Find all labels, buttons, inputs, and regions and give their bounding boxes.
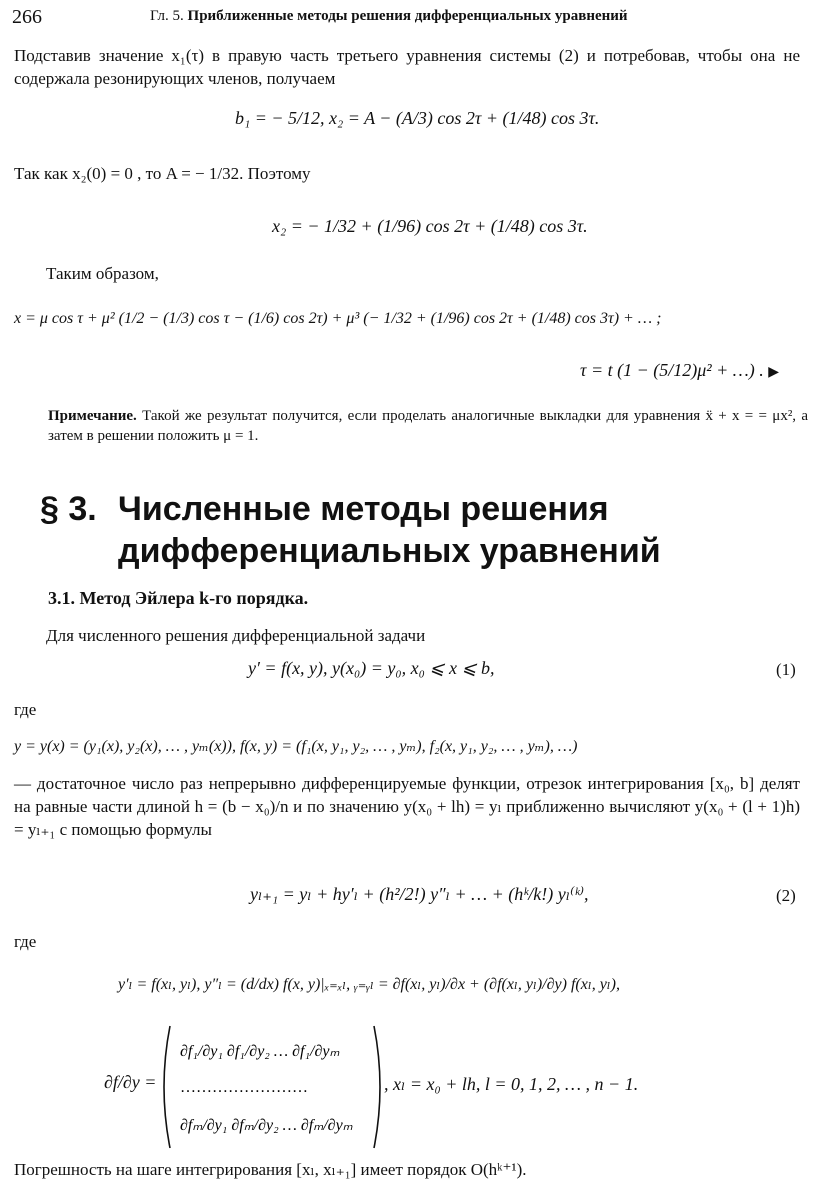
word-where-2: где — [14, 932, 37, 951]
formula-grid-nodes: , xₗ = x₀ + lh, l = 0, 1, 2, … , n − 1. — [384, 1074, 639, 1094]
formula-x2: x₂ = − 1/32 + (1/96) cos 2τ + (1/48) cos 3τ. — [272, 216, 588, 236]
jacobian-dots: …………………… — [180, 1079, 308, 1096]
equation-number-1: (1) — [776, 660, 796, 679]
jacobian-matrix — [156, 1022, 388, 1152]
jacobian-row-1: ∂f₁/∂y₁ ∂f₁/∂y₂ … ∂f₁/∂yₘ — [180, 1043, 340, 1060]
paragraph-error-order: Погрешность на шаге интегрирования [xₗ, xₗ₊₁] имеет порядок O(hᵏ⁺¹). — [14, 1160, 527, 1179]
formula-derivatives: y′ₗ = f(xₗ, yₗ), y″ₗ = (d/dx) f(x, y)|ₓ₌ₓₗ, ᵧ₌ᵧₗ = ∂f(xₗ, yₗ)/∂x + (∂f(xₗ, yₗ)/∂y) f(xₗ, yₗ), — [118, 976, 621, 993]
formula-tau-text: τ = t (1 − (5/12)μ² + …) . — [580, 360, 764, 380]
page-number: 266 — [12, 6, 42, 28]
left-paren-icon — [164, 1026, 170, 1148]
word-where-1: где — [14, 700, 37, 719]
chapter-prefix: Гл. 5. — [150, 8, 184, 24]
section-heading — [40, 488, 661, 572]
right-paren-icon — [374, 1026, 380, 1148]
note — [48, 406, 808, 446]
jacobian-row-m: ∂fₘ/∂y₁ ∂fₘ/∂y₂ … ∂fₘ/∂yₘ — [180, 1117, 353, 1134]
section-title-line2: дифференциальных уравнений — [118, 532, 661, 570]
chapter-title: Приближенные методы решения дифференциальных уравнений — [187, 8, 628, 24]
section-title-line1: Численные методы решения — [118, 490, 609, 528]
paragraph-since: Так как x₂(0) = 0 , то A = − 1/32. Поэтому — [14, 164, 311, 183]
subsection-heading: 3.1. Метод Эйлера k-го порядка. — [48, 588, 309, 608]
formula-x-series: x = μ cos τ + μ² (1/2 − (1/3) cos τ − (1/6) cos 2τ) + μ³ (− 1/32 + (1/96) cos 2τ + (1/48) cos 3τ) + … ; — [14, 310, 662, 327]
jacobian-lhs: ∂f/∂y = — [104, 1072, 157, 1092]
formula-b1-x2: b₁ = − 5/12, x₂ = A − (A/3) cos 2τ + (1/48) cos 3τ. — [235, 108, 600, 128]
note-label: Примечание. — [48, 408, 137, 424]
paragraph-numeric: Для численного решения дифференциальной задачи — [46, 626, 426, 645]
section-number: § 3. — [40, 490, 97, 528]
end-marker-icon: ▶ — [768, 365, 780, 380]
note-text: Такой же результат получится, если проделать аналогичные выкладки для уравнения ẍ + x = = μx², а затем в решении положить μ = 1. — [48, 408, 809, 444]
paragraph-substitution: Подставив значение x₁(τ) в правую часть третьего уравнения системы (2) и потребовав, чтобы она не содержала резонирующих членов, получаем — [14, 46, 800, 88]
paragraph-euler-description: — достаточное число раз непрерывно дифференцируемые функции, отрезок интегрирования [x₀, b] делят на равные части длиной h = (b − x₀)/n и по значению y(x₀ + lh) = yₗ приближенно вычисляют y(x₀ + (l + 1)h) = yₗ₊₁ с помощью формулы — [14, 774, 800, 839]
formula-euler-step: yₗ₊₁ = yₗ + hy′ₗ + (h²/2!) y″ₗ + … + (hᵏ/k!) yₗ⁽ᵏ⁾, — [250, 884, 589, 904]
equation-number-2: (2) — [776, 886, 796, 905]
running-header — [150, 8, 628, 25]
formula-cauchy-problem: y′ = f(x, y), y(x₀) = y₀, x₀ ⩽ x ⩽ b, — [248, 658, 495, 678]
formula-tau — [580, 360, 779, 381]
paragraph-thus: Таким образом, — [46, 264, 159, 283]
formula-vector-functions: y = y(x) = (y₁(x), y₂(x), … , yₘ(x)), f(x, y) = (f₁(x, y₁, y₂, … , yₘ), f₂(x, y₁, y₂, … , yₘ), …) — [14, 738, 578, 755]
